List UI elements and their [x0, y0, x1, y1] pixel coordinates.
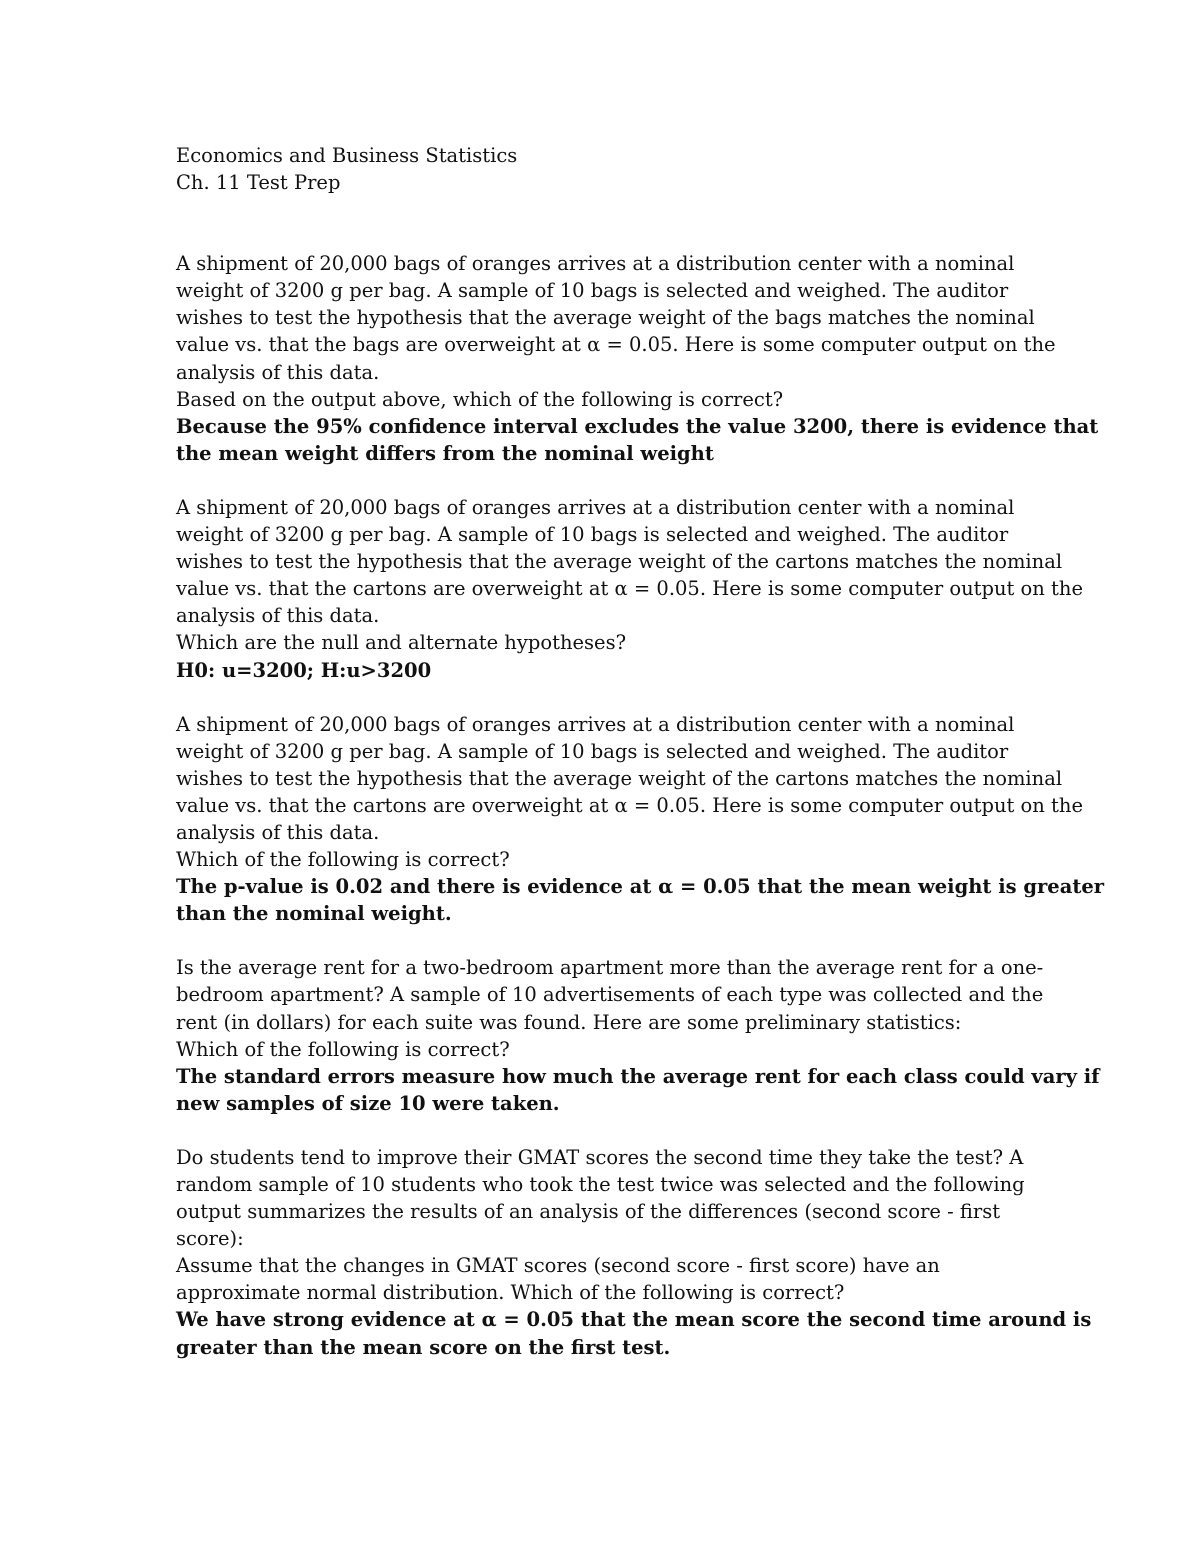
answer-text	[176, 1306, 1092, 1360]
answer-text	[176, 1063, 1100, 1117]
question-text-line: wishes to test the hypothesis that the average weight of the bags matches the nominal	[176, 306, 1035, 330]
answer-text-line: greater than the mean score on the first test.	[176, 1335, 671, 1359]
question-block	[176, 954, 1100, 1117]
document-page	[176, 142, 1105, 1361]
question-text-line: value vs. that the cartons are overweight at α = 0.05. Here is some computer output on the	[176, 577, 1083, 601]
question-text-line: weight of 3200 g per bag. A sample of 10 bags is selected and weighed. The auditor	[176, 523, 1009, 547]
question-text-line: rent (in dollars) for each suite was found. Here are some preliminary statistics:	[176, 1010, 962, 1034]
question-text-line: Do students tend to improve their GMAT scores the second time they take the test? A	[176, 1145, 1024, 1169]
question-block	[176, 711, 1105, 928]
answer-text	[176, 873, 1105, 927]
course-title: Economics and Business Statistics	[176, 144, 518, 167]
question-text-line: A shipment of 20,000 bags of oranges arrives at a distribution center with a nominal	[176, 252, 1015, 276]
answer-text-line: the mean weight differs from the nominal weight	[176, 441, 714, 465]
answer-text	[176, 657, 1036, 684]
question-text-line: value vs. that the bags are overweight at α = 0.05. Here is some computer output on the	[176, 333, 1056, 357]
question-block	[176, 494, 1083, 684]
answer-text-line: The p-value is 0.02 and there is evidence at α = 0.05 that the mean weight is greater	[176, 875, 1105, 899]
document-subtitle: Ch. 11 Test Prep	[176, 171, 341, 195]
question-prompt	[176, 1144, 1036, 1307]
question-prompt	[176, 250, 1056, 413]
question-text-line: analysis of this data.	[176, 604, 380, 628]
question-list	[176, 250, 1105, 1360]
question-text-line: wishes to test the hypothesis that the average weight of the cartons matches the nominal	[176, 766, 1063, 790]
question-prompt	[176, 494, 1083, 657]
question-text-line: analysis of this data.	[176, 360, 380, 384]
question-text-line: weight of 3200 g per bag. A sample of 10 bags is selected and weighed. The auditor	[176, 279, 1009, 303]
answer-text-line: We have strong evidence at α = 0.05 that the mean score the second time around is	[176, 1308, 1092, 1332]
answer-text-line: new samples of size 10 were taken.	[176, 1091, 560, 1115]
question-prompt	[176, 711, 1083, 874]
question-text-line: value vs. that the cartons are overweight at α = 0.05. Here is some computer output on the	[176, 793, 1083, 817]
answer-text-line: H0: u=3200; H:u>3200	[176, 658, 432, 682]
question-text-line: bedroom apartment? A sample of 10 advertisements of each type was collected and the	[176, 983, 1044, 1007]
answer-text-line: Because the 95% confidence interval excludes the value 3200, there is evidence that	[176, 414, 1099, 438]
question-text-line: A shipment of 20,000 bags of oranges arrives at a distribution center with a nominal	[176, 495, 1015, 519]
question-text-line: random sample of 10 students who took the test twice was selected and the following	[176, 1173, 1025, 1196]
question-text-line: Based on the output above, which of the following is correct?	[176, 387, 784, 411]
question-text-line: analysis of this data.	[176, 820, 380, 844]
answer-text-line: than the nominal weight.	[176, 902, 452, 926]
question-text-line: Which are the null and alternate hypotheses?	[176, 631, 627, 655]
question-text-line: output summarizes the results of an analysis of the differences (second score - first	[176, 1200, 1001, 1224]
question-text-line: Is the average rent for a two-bedroom apartment more than the average rent for a one-	[176, 956, 1044, 980]
question-block	[176, 250, 1099, 467]
question-text-line: Which of the following is correct?	[176, 1037, 510, 1061]
question-text-line: Assume that the changes in GMAT scores (second score - first score) have an	[176, 1254, 940, 1278]
document-header	[176, 142, 1036, 196]
question-prompt	[176, 954, 1044, 1062]
question-text-line: wishes to test the hypothesis that the average weight of the cartons matches the nominal	[176, 550, 1063, 574]
question-text-line: weight of 3200 g per bag. A sample of 10 bags is selected and weighed. The auditor	[176, 739, 1009, 763]
question-text-line: approximate normal distribution. Which of the following is correct?	[176, 1281, 845, 1305]
question-text-line: A shipment of 20,000 bags of oranges arrives at a distribution center with a nominal	[176, 712, 1015, 736]
question-text-line: score):	[176, 1227, 244, 1251]
answer-text-line: The standard errors measure how much the average rent for each class could vary if	[176, 1064, 1100, 1088]
answer-text	[176, 413, 1099, 467]
question-block	[176, 1144, 1092, 1361]
question-text-line: Which of the following is correct?	[176, 848, 510, 872]
